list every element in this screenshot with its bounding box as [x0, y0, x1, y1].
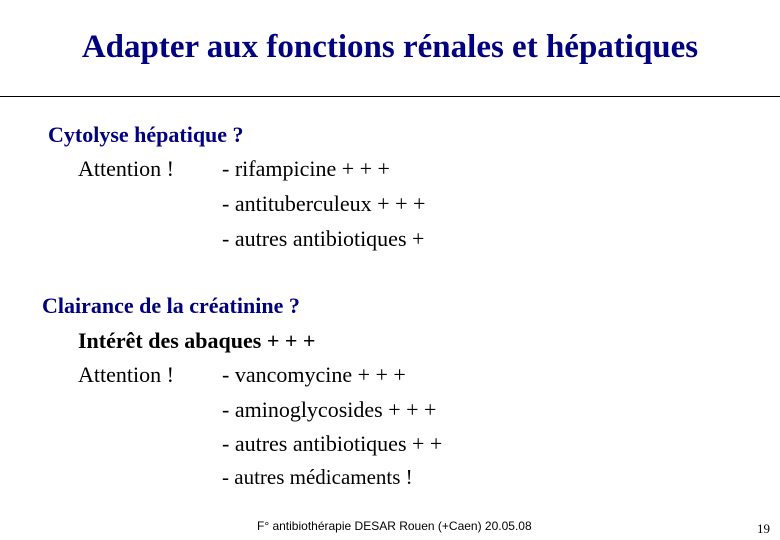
renal-item-vancomycine: - vancomycine + + +: [222, 362, 406, 387]
renal-item-aminoglycosides: - aminoglycosides + + +: [222, 397, 437, 422]
renal-item-autres-medicaments: - autres médicaments !: [222, 465, 413, 489]
footer-text: F° antibiothérapie DESAR Rouen (+Caen) 20.05.08: [257, 519, 532, 533]
hepatic-item-antituberculeux: - antituberculeux + + +: [222, 191, 426, 216]
slide-title: Adapter aux fonctions rénales et hépatiques: [81, 29, 699, 65]
renal-attention-label: Attention !: [78, 362, 174, 387]
hepatic-item-autres-antibiotiques: - autres antibiotiques +: [222, 226, 425, 251]
renal-heading: Clairance de la créatinine ?: [42, 293, 300, 318]
title-divider: [0, 96, 780, 97]
hepatic-attention-label: Attention !: [78, 156, 174, 181]
page-number: 19: [757, 521, 770, 536]
hepatic-item-rifampicine: - rifampicine + + +: [222, 156, 390, 181]
hepatic-heading: Cytolyse hépatique ?: [48, 122, 244, 147]
renal-subheading: Intérêt des abaques + + +: [78, 328, 316, 353]
renal-item-autres-antibiotiques: - autres antibiotiques + +: [222, 431, 443, 456]
